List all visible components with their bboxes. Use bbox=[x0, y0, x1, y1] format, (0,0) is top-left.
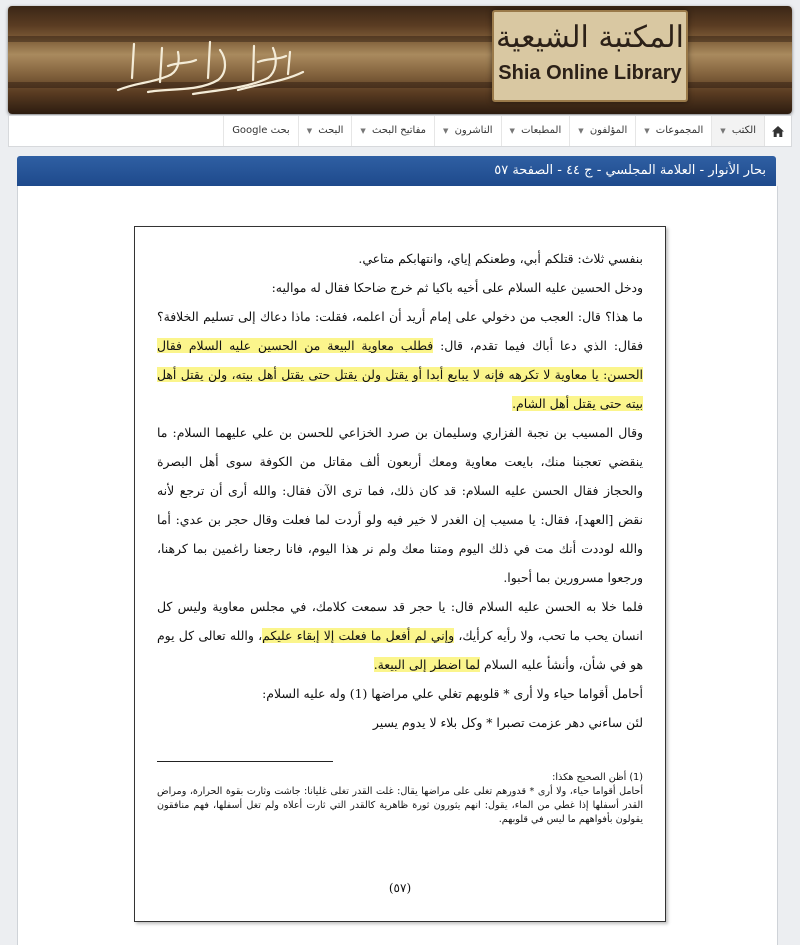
text-run: ما هذا؟ قال: العجب من دخولي على إمام أريد أن اعلمه، فقلت: ماذا دعاك إلى تسليم الخلافة؟ فقال: الذي دعا أباك فيما تقدم، قال: bbox=[157, 309, 643, 353]
paragraph: وقال المسيب بن نجبة الفزاري وسليمان بن صرد الخزاعي للحسن بن علي عليهما السلام: ما ينقضي تعجبنا منك، بايعت معاوية ومعك أربعون ألف مقاتل من الكوفة سوى أهل البصرة والحجاز فقال الحسن عليه السلام: قد كان ذلك، فما ترى الآن فقال: والله أرى أن ترجع لأنه نقض [العهد]، فقال: يا مسيب إن الغدر لا خير فيه ولو أردت لما فعلت وقال حجر بن عدي: أما والله لوددت أنك مت في ذلك اليوم ومتنا معك ولم نر هذا اليوم، فانا رجعنا راغمين بما كرهنا، ورجعوا مسرورين بما أحبوا. bbox=[157, 425, 643, 585]
nav-google-search[interactable] bbox=[223, 116, 298, 146]
page-body-text bbox=[157, 244, 643, 737]
book-page-scan bbox=[134, 226, 666, 922]
chevron-down-icon: ▼ bbox=[644, 127, 650, 135]
highlighted-text: وإني لم أفعل ما فعلت إلا إبقاء عليكم bbox=[262, 628, 455, 643]
basmala-calligraphy bbox=[108, 32, 318, 102]
paragraph: لئن ساءني دهر عزمت تصبرا * وكل بلاء لا يدوم يسير bbox=[372, 715, 643, 730]
logo-english-text: Shia Online Library bbox=[498, 62, 682, 84]
site-banner bbox=[8, 6, 792, 114]
nav-collections[interactable] bbox=[635, 116, 711, 146]
nav-authors-label: المؤلفون bbox=[589, 125, 628, 136]
home-icon bbox=[772, 126, 784, 137]
nav-search[interactable] bbox=[298, 116, 352, 146]
chevron-down-icon: ▼ bbox=[360, 127, 366, 135]
chevron-down-icon: ▼ bbox=[720, 127, 726, 135]
chevron-down-icon: ▼ bbox=[306, 127, 313, 135]
chevron-down-icon: ▼ bbox=[509, 127, 515, 135]
nav-collections-label: المجموعات bbox=[655, 125, 704, 136]
footnote-line: أحامل أقواما حياء، ولا أرى * قدورهم تغلى على مراضها يقال: غلت القدر تغلى غليانا: جاشت وثارت بقوة الحرارة، ومراض القدر أسفلها إذا غطي من الماء، يقول: انهم يثورون ثورة ظاهرية كالقدر التي ثارت أعلاه ولم تغل أسفلها، فهم منافقون يقولون بأفواههم ما ليس في قلوبهم. bbox=[157, 786, 643, 825]
home-button[interactable] bbox=[764, 116, 791, 146]
nav-publishers-label: الناشرون bbox=[454, 125, 493, 136]
page-title: بحار الأنوار - العلامة المجلسي - ج ٤٤ - الصفحة ٥٧ bbox=[17, 156, 776, 186]
nav-search-keys[interactable] bbox=[351, 116, 434, 146]
site-logo[interactable] bbox=[492, 10, 688, 102]
nav-books[interactable] bbox=[711, 116, 764, 146]
paragraph: أحامل أقواما حياء ولا أرى * قلوبهم تغلي علي مراضها (1) وله عليه السلام: bbox=[262, 686, 643, 701]
chevron-down-icon: ▼ bbox=[443, 127, 449, 135]
footnote bbox=[157, 771, 643, 827]
nav-google-search-label: بحث Google bbox=[232, 125, 290, 136]
nav-books-label: الكتب bbox=[731, 125, 756, 136]
nav-authors[interactable] bbox=[569, 116, 635, 146]
nav-search-label: البحث bbox=[318, 125, 344, 136]
highlighted-text: لما اضطر إلى البيعة. bbox=[373, 657, 480, 672]
paragraph bbox=[157, 592, 643, 679]
footnote-line: (1) أظن الصحيح هكذا: bbox=[552, 772, 643, 783]
paragraph bbox=[157, 302, 643, 418]
nav-presses-label: المطبعات bbox=[521, 125, 562, 136]
logo-arabic-text: المكتبة الشيعية bbox=[495, 20, 684, 55]
highlighted-text: فطلب معاوية البيعة من الحسين عليه السلام فقال الحسن: يا معاوية لا تكرهه فإنه لا يبايع أبدا أو يقتل ولن يقتل حتى يقتل أهل بيته، ولن يقتل أهل بيته حتى يقتل أهل الشام. bbox=[157, 338, 643, 411]
page-number: (٥٧) bbox=[388, 881, 412, 895]
paragraph: بنفسي ثلاث: قتلكم أبي، وطعنكم إياي، وانتهابكم متاعي. bbox=[358, 251, 643, 266]
text-run: فلما خلا به الحسن عليه السلام قال: يا حجر قد سمعت كلامك، في مجلس معاوية وليس كل انسان يحب ما تحب، ولا رأيه كرأيك، bbox=[157, 599, 644, 643]
nav-search-keys-label: مفاتيح البحث bbox=[371, 125, 426, 136]
chevron-down-icon: ▼ bbox=[578, 127, 584, 135]
footnote-divider bbox=[157, 761, 333, 762]
text-run: ، والله تعالى كل يوم هو في شأن، وأنشأ عليه السلام bbox=[157, 628, 643, 672]
nav-publishers[interactable] bbox=[434, 116, 501, 146]
paragraph: ودخل الحسين عليه السلام على أخيه باكيا ثم خرج ضاحكا فقال له مواليه: bbox=[271, 280, 643, 295]
nav-presses[interactable] bbox=[501, 116, 570, 146]
main-nav bbox=[8, 115, 792, 147]
